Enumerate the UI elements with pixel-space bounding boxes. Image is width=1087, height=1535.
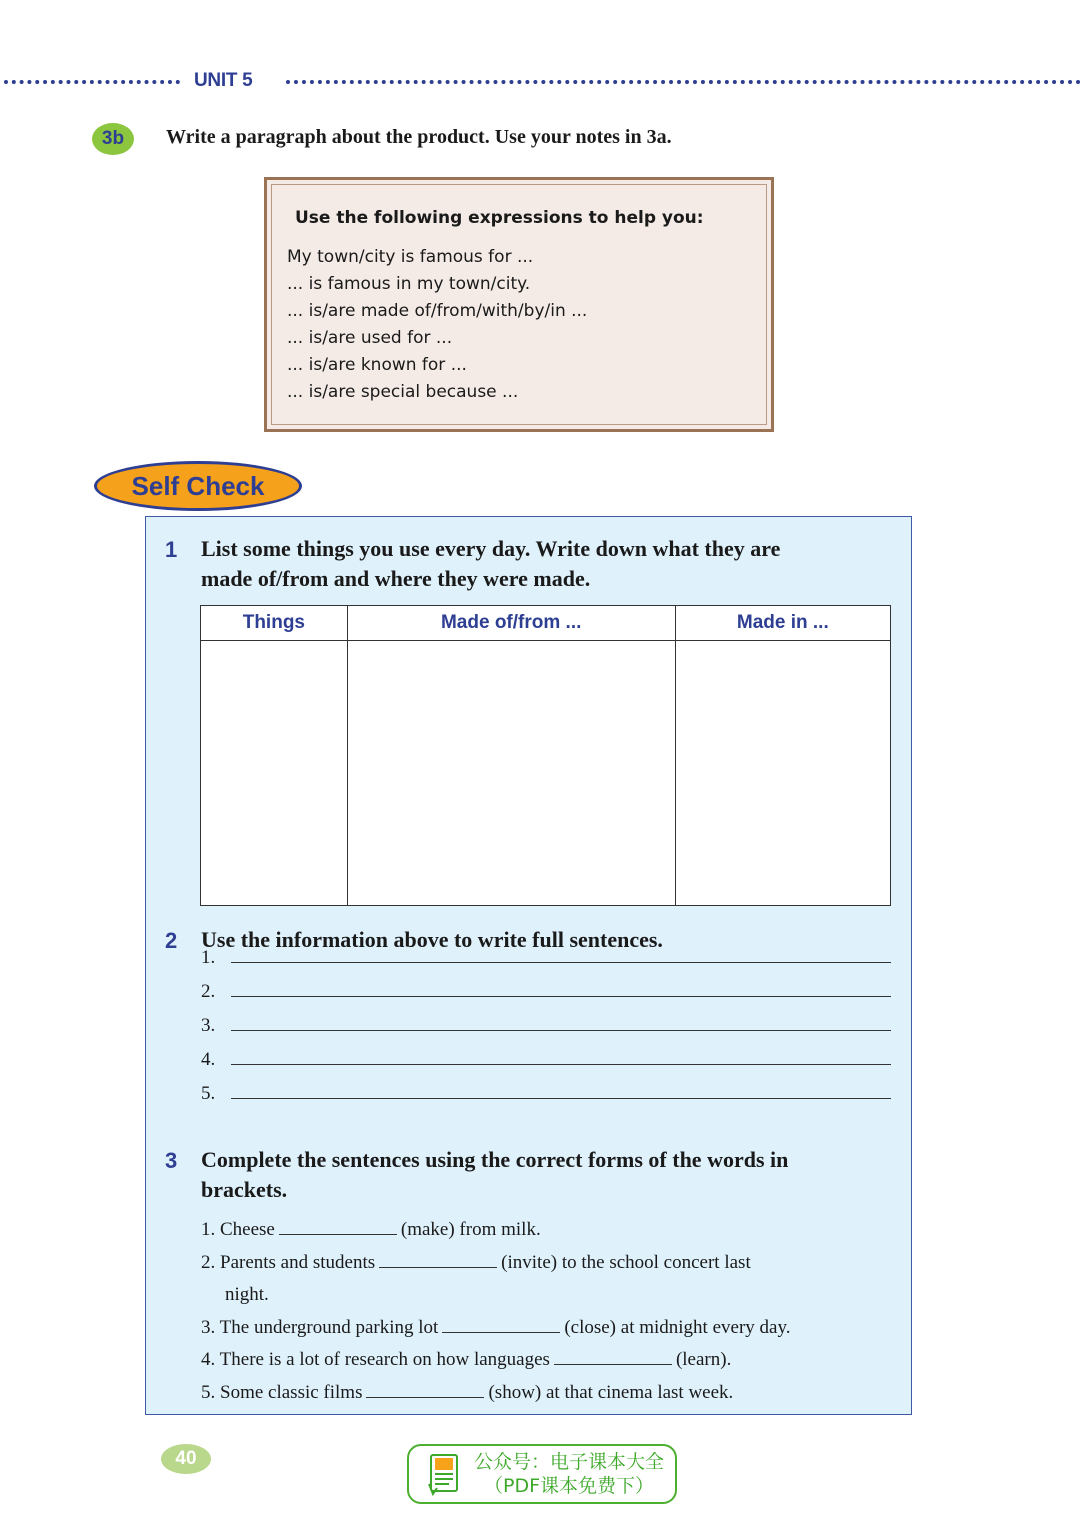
fill-blank[interactable] — [554, 1346, 672, 1365]
unit-title: UNIT 5 — [194, 70, 253, 91]
expression-item: ... is/are special because ... — [287, 382, 519, 402]
expression-item: ... is/are known for ... — [287, 355, 467, 375]
sentence-number: 4. — [201, 1349, 216, 1370]
question-1-text-line1: List some things you use every day. Write down what they are — [201, 536, 781, 561]
expressions-box — [264, 177, 774, 432]
expressions-list — [287, 244, 587, 406]
answer-line-number: 2. — [201, 981, 216, 1002]
answer-line-number: 3. — [201, 1015, 216, 1036]
table-header-made-in: Made in ... — [675, 606, 890, 641]
sentence-after: (invite) to the school concert last — [501, 1251, 751, 1273]
answer-blank[interactable] — [231, 996, 891, 997]
sentence-item — [201, 1344, 901, 1377]
sentence-number: 1. — [201, 1219, 216, 1240]
table-header-row — [201, 606, 891, 641]
expression-item: ... is famous in my town/city. — [287, 274, 531, 294]
table-row — [201, 641, 891, 906]
question-1-number: 1 — [165, 537, 178, 562]
sentence-before: Parents and students — [220, 1251, 376, 1273]
watermark-stamp — [407, 1444, 677, 1504]
table-cell-things[interactable] — [201, 641, 348, 906]
sentence-before: Cheese — [220, 1219, 275, 1240]
sentence-before: Some classic films — [220, 1381, 363, 1403]
answer-blank[interactable] — [231, 1030, 891, 1031]
header-dots-left — [4, 80, 180, 84]
sentence-item — [201, 1214, 901, 1247]
answer-line-number: 5. — [201, 1083, 216, 1104]
unit-header — [0, 70, 1087, 94]
sentence-number: 2. — [201, 1251, 216, 1273]
expressions-title: Use the following expressions to help you: — [295, 208, 704, 228]
self-check-tab: Self Check — [94, 461, 302, 511]
fill-blank[interactable] — [442, 1314, 560, 1333]
sentence-after: (show) at that cinema last week. — [488, 1381, 734, 1403]
sentence-after: (learn). — [675, 1349, 732, 1370]
sentence-before: There is a lot of research on how languages — [219, 1349, 550, 1370]
things-table — [200, 605, 891, 906]
sentence-continuation — [201, 1279, 901, 1312]
expression-item: My town/city is famous for ... — [287, 247, 534, 267]
task-3b-badge: 3b — [92, 123, 134, 155]
expression-item: ... is/are used for ... — [287, 328, 453, 348]
sentence-item — [201, 1377, 901, 1410]
sentence-before: The underground parking lot — [219, 1316, 439, 1338]
table-header-things: Things — [201, 606, 348, 641]
fill-in-sentences — [201, 1214, 901, 1409]
header-dots-right — [286, 80, 1081, 84]
sentence-before: night. — [225, 1284, 269, 1305]
fill-blank[interactable] — [379, 1249, 497, 1268]
answer-line-number: 1. — [201, 947, 216, 968]
sentence-item — [201, 1312, 901, 1345]
page-number: 40 — [161, 1444, 211, 1474]
question-1-text-line2: made of/from and where they were made. — [201, 566, 591, 591]
book-logo-icon — [427, 1454, 461, 1496]
question-3-text-line1: Complete the sentences using the correct forms of the words in — [201, 1147, 789, 1172]
table-cell-made-in[interactable] — [675, 641, 890, 906]
stamp-line1: 公众号：电子课本大全 — [473, 1451, 664, 1473]
answer-blank[interactable] — [231, 1098, 891, 1099]
stamp-line2: （PDF课本免费下） — [483, 1475, 655, 1497]
answer-line-number: 4. — [201, 1049, 216, 1070]
question-2-text: Use the information above to write full sentences. — [201, 927, 663, 952]
fill-blank[interactable] — [366, 1379, 484, 1398]
expression-item: ... is/are made of/from/with/by/in ... — [287, 301, 588, 321]
sentence-after: (close) at midnight every day. — [564, 1316, 791, 1338]
answer-blank[interactable] — [231, 962, 891, 963]
question-3-text-line2: brackets. — [201, 1177, 288, 1202]
answer-blank[interactable] — [231, 1064, 891, 1065]
sentence-after: (make) from milk. — [400, 1219, 541, 1240]
stamp-text — [469, 1450, 669, 1498]
question-3-number: 3 — [165, 1148, 178, 1173]
table-cell-made-of[interactable] — [347, 641, 675, 906]
sentence-item — [201, 1247, 901, 1280]
table-header-made-of: Made of/from ... — [347, 606, 675, 641]
sentence-number: 3. — [201, 1316, 216, 1338]
fill-blank[interactable] — [279, 1216, 397, 1235]
question-2-number: 2 — [165, 928, 178, 953]
sentence-number: 5. — [201, 1381, 216, 1403]
task-3b-instruction: Write a paragraph about the product. Use your notes in 3a. — [166, 126, 672, 148]
